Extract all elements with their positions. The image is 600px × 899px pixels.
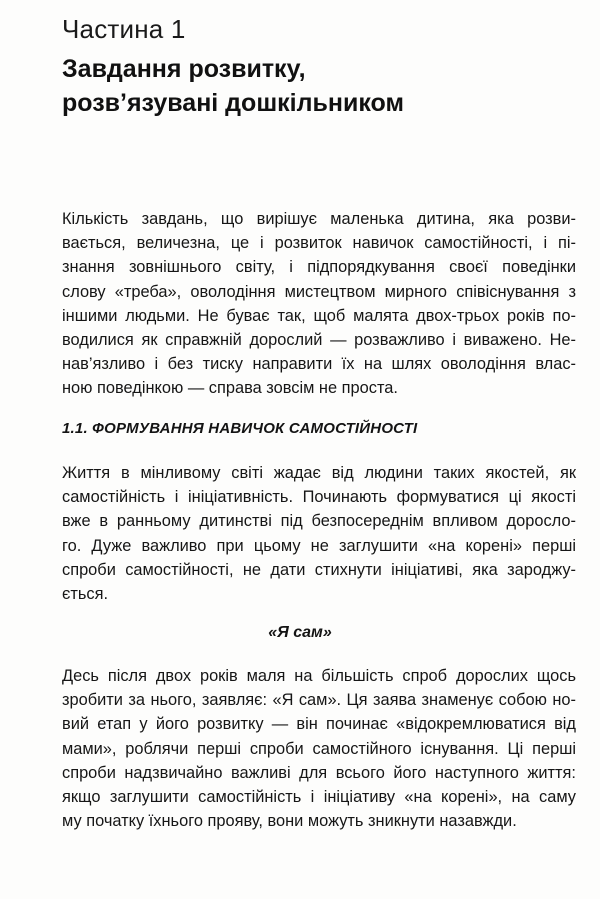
section-heading: 1.1. ФОРМУВАННЯ НАВИЧОК САМОСТІЙНОСТІ [62,420,418,437]
paragraph-line: вається, величезна, це і розвиток навичок самостійності, і пі- [62,234,576,253]
paragraph-line: спроби надзвичайно важливі для всього його наступного життя: [62,763,576,782]
paragraph-line: зробити за нього, заявляє: «Я сам». Ця заява знаменує собою но- [62,691,576,710]
paragraph-line: ною поведінкою — справа зовсім не проста. [62,379,398,398]
paragraph-line: вий етап у його розвитку — він починає «відокремлюватися від [62,715,576,734]
section-paragraph [62,461,576,606]
paragraph-line: му початку їхнього прояву, вони можуть зникнути назавжди. [62,812,517,831]
part-label: Частина 1 [62,14,186,44]
paragraph-line: слову «треба», оволодіння мистецтвом мирного співіснування з [62,282,576,301]
part-title [62,52,404,120]
paragraph-line: іншими людьми. Не буває так, щоб малята двох-трьох років по- [62,306,576,325]
subsection-heading: «Я сам» [268,624,332,641]
paragraph-line: якщо заглушити самостійність і ініціативу «на корені», на саму [62,787,576,806]
paragraph-line: Кількість завдань, що вирішує маленька дитина, яка розви- [62,210,576,228]
part-title-line: Завдання розвитку, [62,55,306,83]
paragraph-line: водилися як справжній дорослий — розважливо і виважено. Не- [62,330,576,349]
paragraph-line: спроби самостійності, не дати стихнути ініціативі, яка зароджу- [62,560,576,579]
intro-paragraph [62,207,576,401]
paragraph-line: ється. [62,584,109,603]
paragraph-line: знання зовнішнього світу, і підпорядкування своєї поведінки [62,258,576,277]
paragraph-line: самостійність і ініціативність. Починають формуватися ці якості [62,488,576,507]
paragraph-line: Десь після двох років маля на більшість спроб дорослих щось [62,667,576,685]
part-title-line: розв’язувані дошкільником [62,89,404,117]
paragraph-line: го. Дуже важливо при цьому не заглушити «на корені» перші [62,536,576,555]
paragraph-line: Життя в мінливому світі жадає від людини таких якостей, як [62,464,576,482]
subsection-paragraph [62,664,576,833]
paragraph-line: мами», роблячи перші спроби самостійного існування. Ці перші [62,739,576,758]
paragraph-line: вже в ранньому дитинстві під безпосереднім впливом доросло- [62,512,576,531]
paragraph-line: нав’язливо і без тиску направити їх на шлях оволодіння влас- [62,355,576,374]
